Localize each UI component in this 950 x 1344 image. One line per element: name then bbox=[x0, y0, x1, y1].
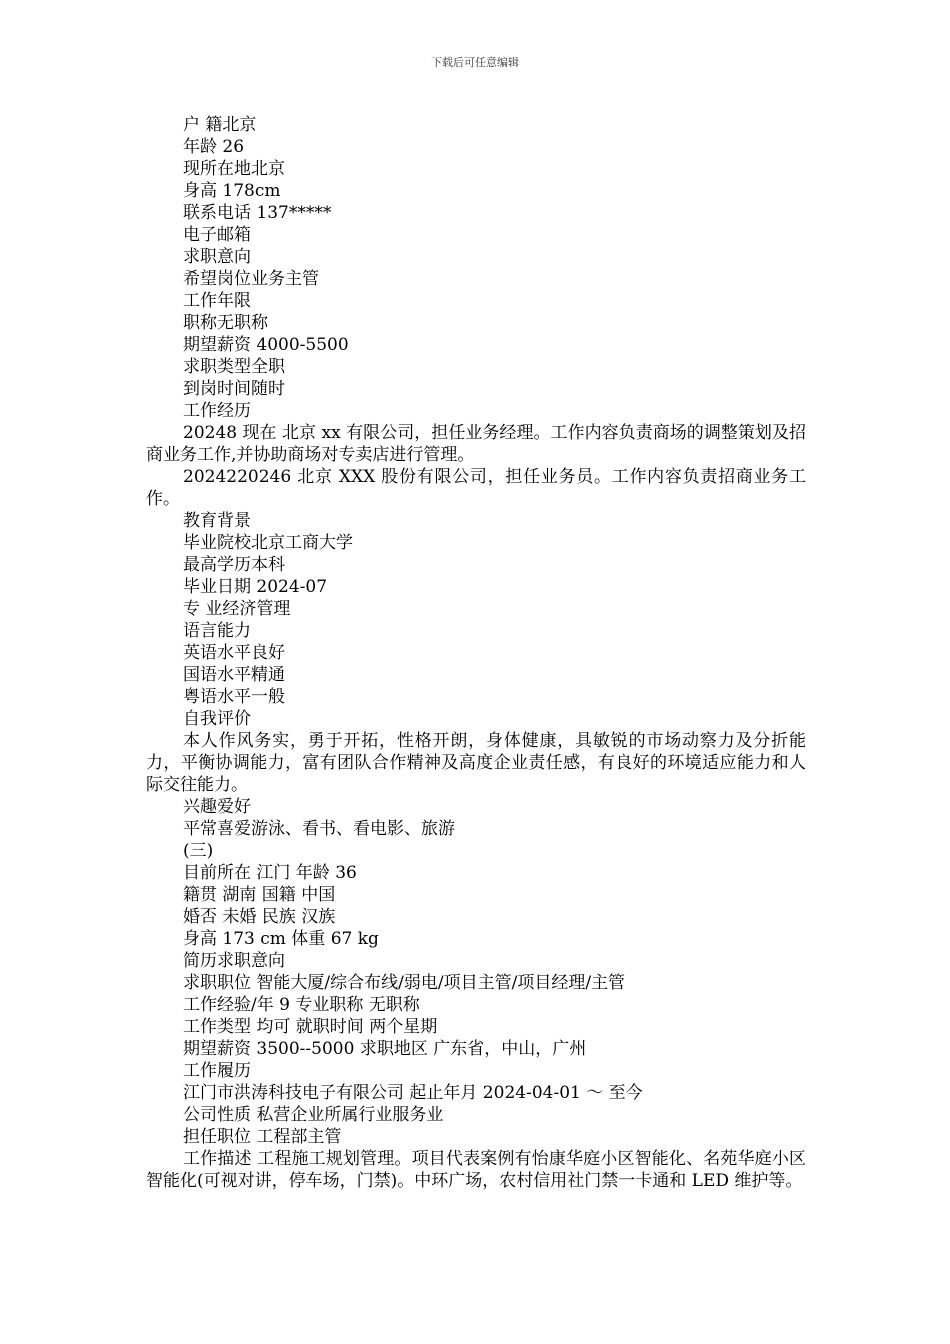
document-line: 求职意向 bbox=[183, 247, 251, 267]
document-line: 英语水平良好 bbox=[183, 643, 285, 663]
page-header-note: 下载后可任意编辑 bbox=[431, 56, 519, 69]
document-line: 工作履历 bbox=[183, 1061, 251, 1081]
document-line: 籍贯 湖南 国籍 中国 bbox=[183, 885, 336, 905]
document-line: 年龄 26 bbox=[183, 137, 245, 157]
document-line: 户 籍北京 bbox=[183, 115, 257, 135]
document-line: 担任职位 工程部主管 bbox=[183, 1127, 342, 1147]
document-line: 毕业院校北京工商大学 bbox=[183, 533, 353, 553]
document-line: 国语水平精通 bbox=[183, 665, 285, 685]
document-line: 自我评价 bbox=[183, 709, 251, 729]
document-line: 期望薪资 4000-5500 bbox=[183, 335, 349, 355]
document-line: 工作年限 bbox=[183, 291, 251, 311]
document-line: 求职职位 智能大厦/综合布线/弱电/项目主管/项目经理/主管 bbox=[183, 973, 626, 993]
document-line: 身高 173 cm 体重 67 kg bbox=[183, 929, 379, 949]
document-line: 到岗时间随时 bbox=[183, 379, 285, 399]
document-line: 平常喜爱游泳、看书、看电影、旅游 bbox=[183, 819, 455, 839]
document-line: 工作经验/年 9 专业职称 无职称 bbox=[183, 995, 420, 1015]
document-line: 毕业日期 2024-07 bbox=[183, 577, 328, 597]
document-line: 粤语水平一般 bbox=[183, 687, 285, 707]
document-line: 联系电话 137***** bbox=[183, 203, 332, 223]
document-line: 教育背景 bbox=[183, 511, 251, 531]
document-line: 希望岗位业务主管 bbox=[183, 269, 319, 289]
document-line: 简历求职意向 bbox=[183, 951, 285, 971]
document-paragraph: 2024220246 北京 XXX 股份有限公司，担任业务员。工作内容负责招商业务工作。 bbox=[146, 467, 806, 509]
document-paragraph: 20248 现在 北京 xx 有限公司，担任业务经理。工作内容负责商场的调整策划及招商业务工作,并协助商场对专卖店进行管理。 bbox=[146, 423, 806, 465]
document-line: 江门市洪涛科技电子有限公司 起止年月 2024-04-01 ～ 至今 bbox=[183, 1083, 643, 1103]
document-line: 求职类型全职 bbox=[183, 357, 285, 377]
document-paragraph: 本人作风务实，勇于开拓，性格开朗，身体健康，具敏锐的市场动察力及分折能力，平衡协调能力，富有团队合作精神及高度企业责任感，有良好的环境适应能力和人际交往能力。 bbox=[146, 731, 806, 795]
document-line: 期望薪资 3500--5000 求职地区 广东省，中山，广州 bbox=[183, 1039, 587, 1059]
document-line: 最高学历本科 bbox=[183, 555, 285, 575]
document-line: 公司性质 私营企业所属行业服务业 bbox=[183, 1105, 444, 1125]
document-body bbox=[146, 114, 806, 1192]
document-line: 工作经历 bbox=[183, 401, 251, 421]
document-line: 电子邮箱 bbox=[183, 225, 251, 245]
document-line: (三) bbox=[183, 841, 214, 861]
document-line: 职称无职称 bbox=[183, 313, 268, 333]
document-line: 身高 178cm bbox=[183, 181, 281, 201]
document-line: 现所在地北京 bbox=[183, 159, 285, 179]
document-line: 工作类型 均可 就职时间 两个星期 bbox=[183, 1017, 438, 1037]
document-line: 兴趣爱好 bbox=[183, 797, 251, 817]
document-line: 专 业经济管理 bbox=[183, 599, 291, 619]
document-line: 语言能力 bbox=[183, 621, 251, 641]
document-line: 目前所在 江门 年龄 36 bbox=[183, 863, 357, 883]
document-line: 婚否 未婚 民族 汉族 bbox=[183, 907, 336, 927]
document-paragraph: 工作描述 工程施工规划管理。项目代表案例有怡康华庭小区智能化、名苑华庭小区智能化(可视对讲，停车场，门禁)。中环广场，农村信用社门禁一卡通和 LED 维护等。 bbox=[146, 1149, 806, 1191]
